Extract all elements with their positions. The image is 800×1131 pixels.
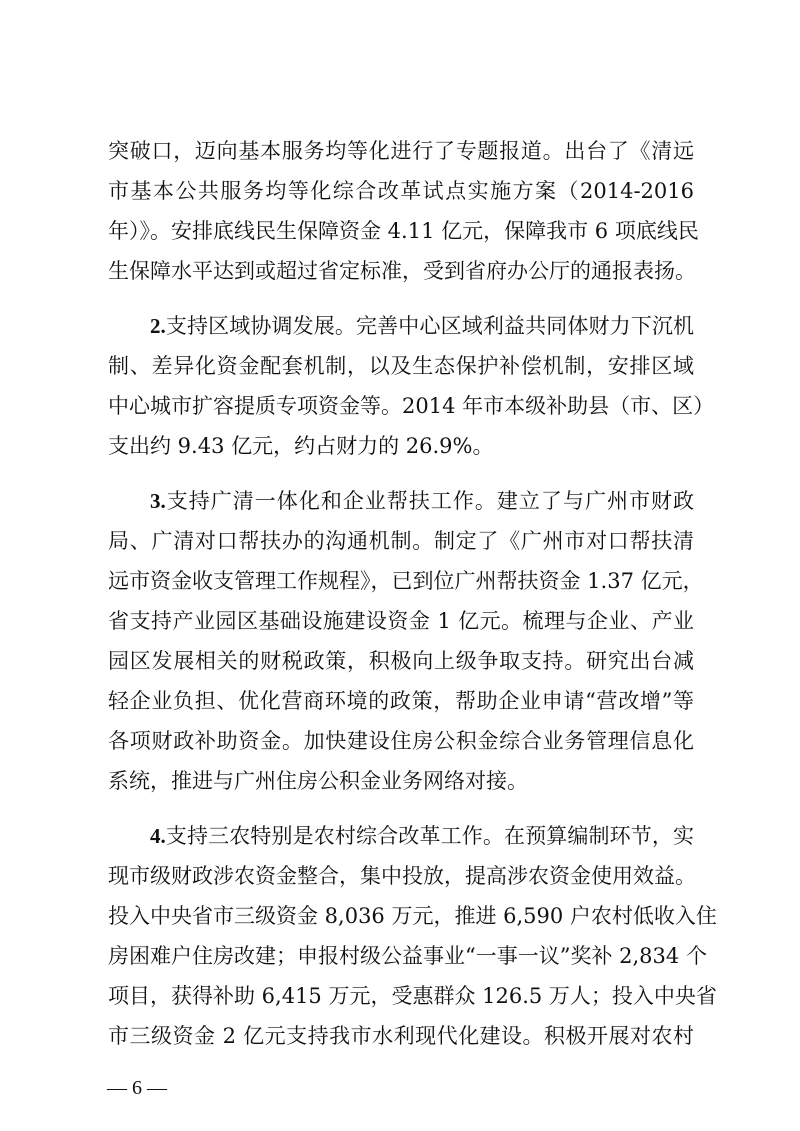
text-line xyxy=(108,256,694,286)
line-text: 园区发展相关的财税政策，积极向上级争取支持。研究出台减 xyxy=(108,649,694,673)
text-line xyxy=(108,981,717,1011)
line-text: 中心城市扩容提质专项资金等。2014 年市本级补助县（市、区） xyxy=(108,394,715,418)
text-line xyxy=(108,351,694,381)
line-text: 投入中央省市三级资金 8,036 万元，推进 6,590 户农村低收入住 xyxy=(108,904,717,928)
text-line xyxy=(108,136,694,166)
line-text: 局、广清对口帮扶办的沟通机制。制定了《广州市对口帮扶清 xyxy=(108,529,694,553)
text-line xyxy=(108,726,694,756)
text-line xyxy=(108,391,715,421)
line-text: 各项财政补助资金。加快建设住房公积金综合业务管理信息化 xyxy=(108,729,694,753)
line-text: 远市资金收支管理工作规程》，已到位广州帮扶资金 1.37 亿元， xyxy=(108,569,704,593)
line-text: 生保障水平达到或超过省定标准，受到省府办公厅的通报表扬。 xyxy=(108,259,696,283)
page-number: — 6 — xyxy=(107,1077,167,1099)
text-line xyxy=(108,216,699,246)
line-text: 省支持产业园区基础设施建设资金 1 亿元。梳理与企业、产业 xyxy=(108,609,694,633)
text-line xyxy=(108,861,694,891)
line-text: 系统，推进与广州住房公积金业务网络对接。 xyxy=(108,769,528,793)
text-line xyxy=(108,901,717,931)
section-number: 4. xyxy=(150,824,166,848)
text-line xyxy=(108,1021,694,1051)
section-number: 3. xyxy=(150,489,166,513)
line-text: 轻企业负担、优化营商环境的政策，帮助企业申请“营改增”等 xyxy=(108,689,694,713)
line-text: 现市级财政涉农资金整合，集中投放，提高涉农资金使用效益。 xyxy=(108,864,696,888)
text-line xyxy=(108,941,707,971)
line-text: 项目，获得补助 6,415 万元，受惠群众 126.5 万人；投入中央省 xyxy=(108,984,717,1008)
line-text: 市基本公共服务均等化综合改革试点实施方案（2014-2016 xyxy=(108,179,694,203)
line-text: 支出约 9.43 亿元，约占财力的 26.9%。 xyxy=(108,434,494,458)
text-line xyxy=(108,566,704,596)
line-text: 房困难户住房改建；申报村级公益事业“一事一议”奖补 2,834 个 xyxy=(108,944,707,968)
text-line xyxy=(108,646,694,676)
line-text: 支持广清一体化和企业帮扶工作。建立了与广州市财政 xyxy=(165,489,694,513)
text-line xyxy=(108,431,694,461)
paragraph-first-line xyxy=(150,311,694,341)
line-text: 制、差异化资金配套机制，以及生态保护补偿机制，安排区域 xyxy=(108,354,694,378)
section-number: 2. xyxy=(150,314,166,338)
paragraph-first-line xyxy=(150,486,694,516)
paragraph-first-line xyxy=(150,821,694,851)
line-text: 市三级资金 2 亿元支持我市水利现代化建设。积极开展对农村 xyxy=(108,1024,694,1048)
text-line xyxy=(108,606,694,636)
line-text: 突破口，迈向基本服务均等化进行了专题报道。出台了《清远 xyxy=(108,139,694,163)
text-line xyxy=(108,176,694,206)
line-text: 支持三农特别是农村综合改革工作。在预算编制环节，实 xyxy=(165,824,694,848)
line-text: 年）》。安排底线民生保障资金 4.11 亿元，保障我市 6 项底线民 xyxy=(108,219,699,243)
text-line xyxy=(108,526,694,556)
text-line xyxy=(108,766,694,796)
line-text: 支持区域协调发展。完善中心区域利益共同体财力下沉机 xyxy=(165,314,694,338)
text-line xyxy=(108,686,694,716)
